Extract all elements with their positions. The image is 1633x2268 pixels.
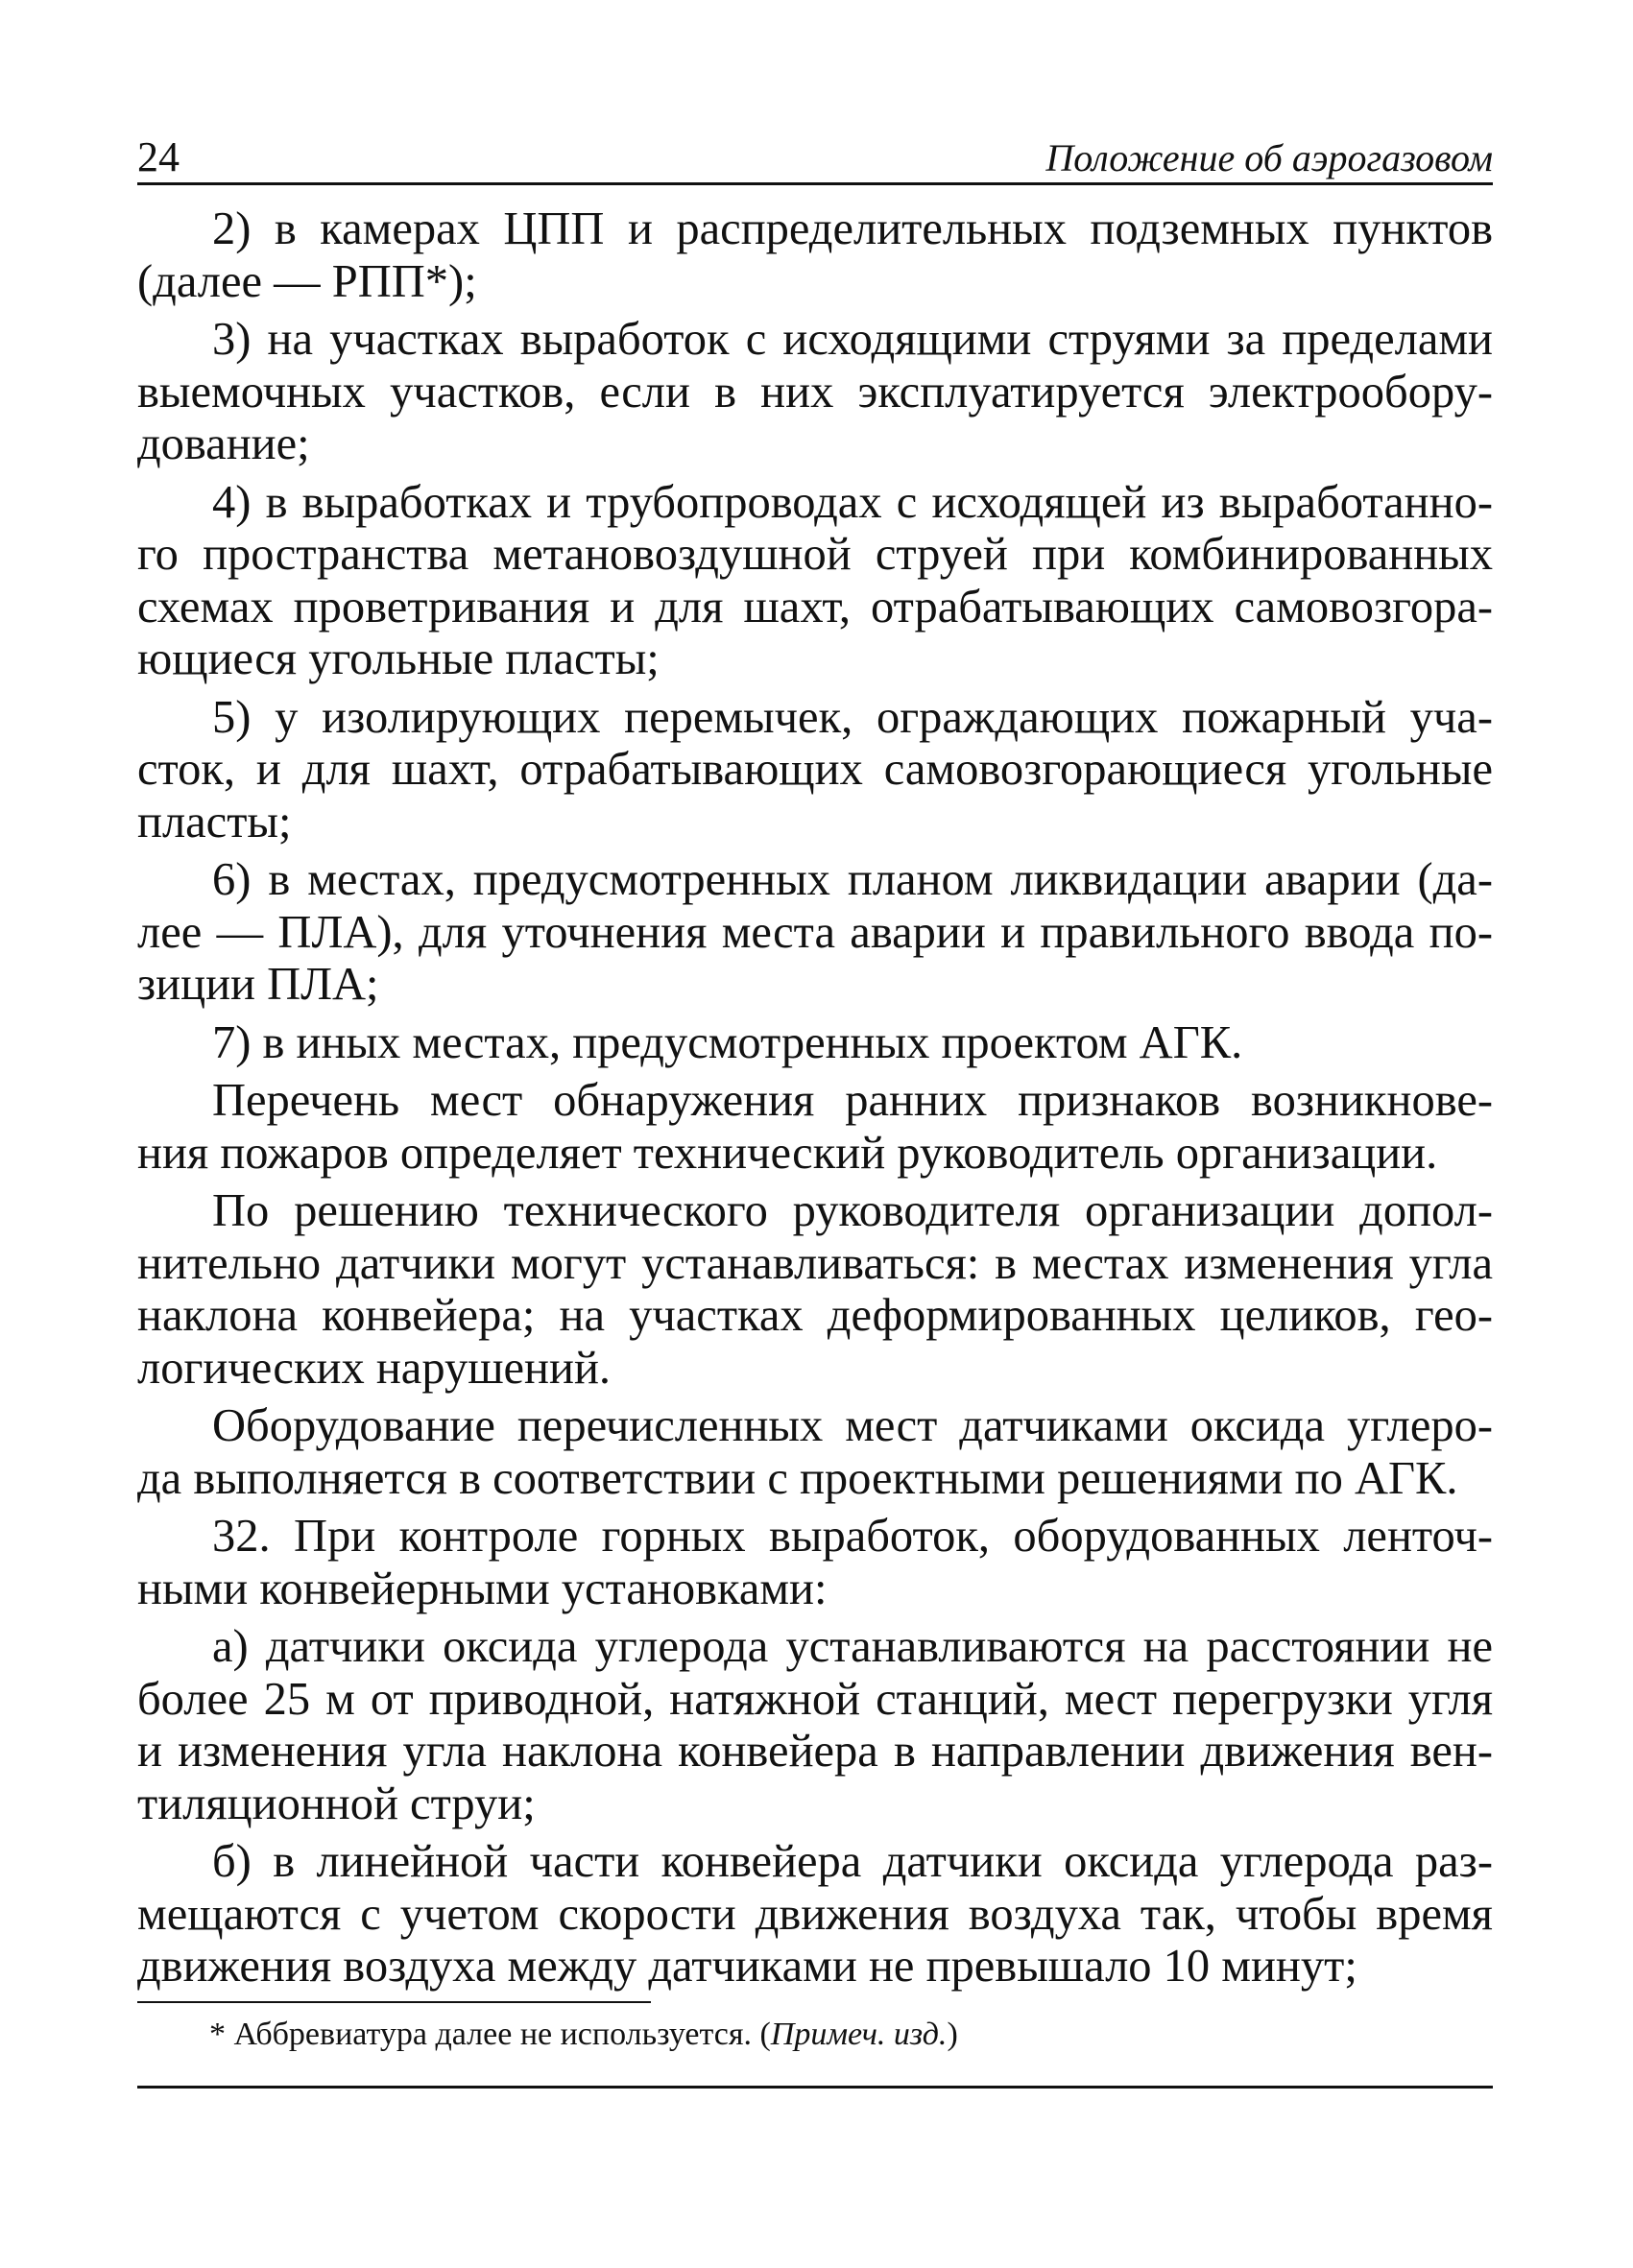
text-line: 7) в иных местах, предусмотренных проектом АГК.: [212, 1016, 1243, 1068]
text-line: пласты;: [137, 796, 292, 848]
text-line: мещаются с учетом скорости движения воздуха так, чтобы время: [137, 1888, 1493, 1940]
text-line: дование;: [137, 418, 310, 469]
text-line: лее — ПЛА), для уточнения места аварии и правильного ввода по-: [137, 906, 1493, 958]
text-line: 2) в камерах ЦПП и распределительных подземных пунктов: [212, 203, 1493, 254]
text-line: ния пожаров определяет технический руководитель организации.: [137, 1127, 1438, 1179]
text-line: схемах проветривания и для шахт, отрабатывающих самовозгора-: [137, 581, 1493, 633]
paragraph: [137, 1400, 1493, 1505]
page-header: [137, 132, 1493, 185]
paragraph: [137, 692, 1493, 849]
footnote-rule: [137, 2001, 651, 2003]
text-line: зиции ПЛА;: [137, 959, 379, 1010]
text-line: сток, и для шахт, отрабатывающих самовозгорающиеся угольные: [137, 744, 1493, 795]
running-title: Положение об аэрогазовом: [1045, 136, 1493, 179]
text-line: тиляционной струи;: [137, 1778, 536, 1829]
text-line: выемочных участков, если в них эксплуатируется электрообору-: [137, 366, 1493, 418]
text-line: ными конвейерными установками:: [137, 1563, 828, 1614]
text-line: ющиеся угольные пласты;: [137, 633, 660, 684]
body-text: [137, 203, 1493, 1999]
paragraph: [137, 1836, 1493, 1993]
text-line: Перечень мест обнаружения ранних признаков возникнове-: [212, 1075, 1493, 1126]
text-line: а) датчики оксида углерода устанавливаются на расстоянии не: [212, 1621, 1493, 1672]
text-line: 6) в местах, предусмотренных планом ликвидации аварии (да-: [212, 854, 1493, 905]
text-line: 5) у изолирующих перемычек, ограждающих пожарный уча-: [212, 691, 1493, 743]
text-line: да выполняется в соответствии с проектными решениями по АГК.: [137, 1452, 1458, 1504]
footnote-text: * Аббревиатура далее не используется. (: [209, 2017, 771, 2052]
footnote-close: ): [947, 2017, 958, 2052]
footnote: [209, 2016, 958, 2054]
text-line: нительно датчики могут устанавливаться: в местах изменения угла: [137, 1237, 1493, 1289]
bottom-rule: [137, 2086, 1493, 2089]
paragraph: [137, 1075, 1493, 1180]
text-line: и изменения угла наклона конвейера в направлении движения вен-: [137, 1726, 1493, 1777]
text-line: го пространства метановоздушной струей при комбинированных: [137, 529, 1493, 580]
text-line: По решению технического руководителя организации допол-: [212, 1185, 1493, 1236]
paragraph: [137, 1017, 1493, 1070]
text-line: движения воздуха между датчиками не превышало 10 минут;: [137, 1941, 1357, 1992]
footnote-italic: Примеч. изд.: [770, 2017, 948, 2052]
text-line: логических нарушений.: [137, 1342, 612, 1394]
text-line: Оборудование перечисленных мест датчиками оксида углеро-: [212, 1400, 1493, 1451]
paragraph: [137, 854, 1493, 1012]
paragraph: [137, 477, 1493, 686]
paragraph: [137, 203, 1493, 308]
paragraph: [137, 314, 1493, 471]
paragraph: [137, 1185, 1493, 1395]
text-line: 4) в выработках и трубопроводах с исходящей из выработанно-: [212, 476, 1493, 528]
text-line: 3) на участках выработок с исходящими струями за пределами: [212, 314, 1493, 365]
paragraph: [137, 1511, 1493, 1615]
paragraph: [137, 1621, 1493, 1830]
text-line: (далее — РПП*);: [137, 255, 477, 307]
page-number: 24: [137, 133, 180, 180]
text-line: наклона конвейера; на участках деформированных целиков, гео-: [137, 1290, 1493, 1341]
text-line: б) в линейной части конвейера датчики оксида углерода раз-: [212, 1836, 1493, 1887]
text-line: 32. При контроле горных выработок, оборудованных ленточ-: [212, 1511, 1493, 1562]
text-line: более 25 м от приводной, натяжной станций, мест перегрузки угля: [137, 1673, 1493, 1725]
